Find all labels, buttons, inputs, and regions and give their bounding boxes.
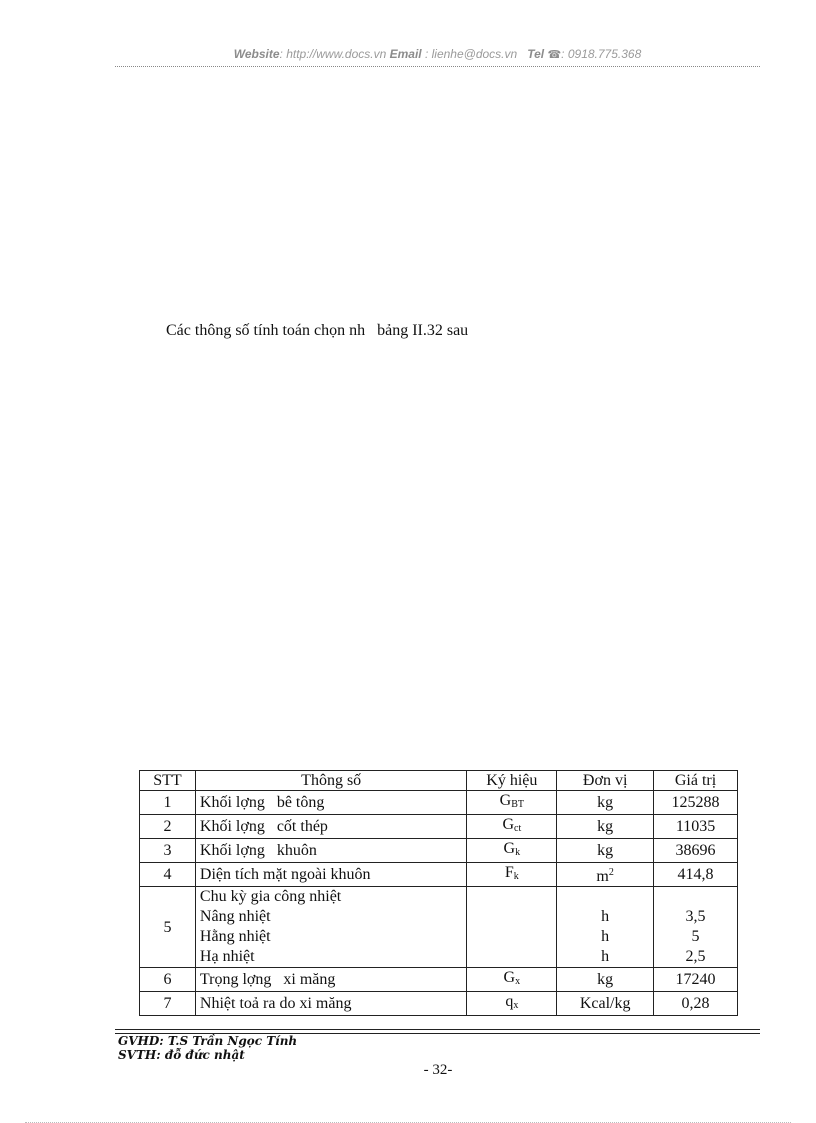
cell-param: Khối lợng bê tông xyxy=(195,791,467,815)
cell-symbol: $G_{ct}$ xyxy=(467,815,557,839)
cell-unit: Kcal/kg xyxy=(557,992,654,1016)
footer-advisor: GVHD: T.S Trần Ngọc Tính xyxy=(118,1034,298,1048)
cell-symbol: $G_x$ xyxy=(467,968,557,992)
table-row xyxy=(140,992,738,1016)
cell-stt: 2 xyxy=(140,815,196,839)
cell-unit: $m^2$ xyxy=(557,863,654,887)
cell-symbol: $F_k$ xyxy=(467,863,557,887)
header-divider xyxy=(115,66,760,67)
table-row xyxy=(140,887,738,968)
cell-stt: 4 xyxy=(140,863,196,887)
cell-stt: 1 xyxy=(140,791,196,815)
website-value: : http://www.docs.vn xyxy=(279,47,387,61)
cell-param: Khối lợng khuôn xyxy=(195,839,467,863)
table-row xyxy=(140,839,738,863)
cell-stt: 6 xyxy=(140,968,196,992)
col-header-symbol: Ký hiệu xyxy=(467,771,557,791)
tel-label: Tel xyxy=(527,47,545,61)
cell-param: Chu kỳ gia công nhiệt Nâng nhiệt Hằng nhiệt Hạ nhiệt xyxy=(195,887,467,968)
table-row xyxy=(140,791,738,815)
cell-unit: kg xyxy=(557,791,654,815)
cell-unit: kg xyxy=(557,968,654,992)
intro-paragraph: Các thông số tính toán chọn nh bảng II.32 sau xyxy=(166,322,469,339)
cell-unit: kg xyxy=(557,839,654,863)
footer-student: SVTH: đỗ đức nhật xyxy=(118,1048,245,1062)
cell-param: Trọng lợng xi măng xyxy=(195,968,467,992)
col-header-stt: STT xyxy=(140,771,196,791)
cell-stt: 5 xyxy=(140,887,196,968)
phone-icon: ☎ xyxy=(547,49,562,61)
cell-param: Khối lợng cốt thép xyxy=(195,815,467,839)
parameters-table xyxy=(139,770,738,1016)
email-label: Email xyxy=(389,47,422,61)
cell-symbol: $G_k$ xyxy=(467,839,557,863)
cell-stt: 3 xyxy=(140,839,196,863)
cell-value: 125288 xyxy=(654,791,738,815)
cell-symbol: $q_x$ xyxy=(467,992,557,1016)
cell-value: 0,28 xyxy=(654,992,738,1016)
tel-value: : 0918.775.368 xyxy=(561,47,642,61)
cell-value: 38696 xyxy=(654,839,738,863)
page-header xyxy=(115,47,760,67)
email-value: : lienhe@docs.vn xyxy=(421,47,518,61)
cell-param: Diện tích mặt ngoài khuôn xyxy=(195,863,467,887)
cell-value: 414,8 xyxy=(654,863,738,887)
cell-unit: kg xyxy=(557,815,654,839)
table-row xyxy=(140,815,738,839)
cell-value: 17240 xyxy=(654,968,738,992)
table-row xyxy=(140,968,738,992)
website-label: Website xyxy=(233,47,280,61)
footer-divider xyxy=(115,1029,760,1030)
cell-symbol xyxy=(467,887,557,968)
cell-stt: 7 xyxy=(140,992,196,1016)
page-number: - 32- xyxy=(423,1062,453,1078)
col-header-unit: Đơn vị xyxy=(557,771,654,791)
cell-value: 11035 xyxy=(654,815,738,839)
col-header-value: Giá trị xyxy=(654,771,738,791)
cell-unit: h h h xyxy=(557,887,654,968)
cell-param: Nhiệt toả ra do xi măng xyxy=(195,992,467,1016)
col-header-param: Thông số xyxy=(195,771,467,791)
cell-symbol: $G_{BT}$ xyxy=(467,791,557,815)
cell-value: 3,5 5 2,5 xyxy=(654,887,738,968)
table-row xyxy=(140,863,738,887)
table-header-row xyxy=(140,771,738,791)
